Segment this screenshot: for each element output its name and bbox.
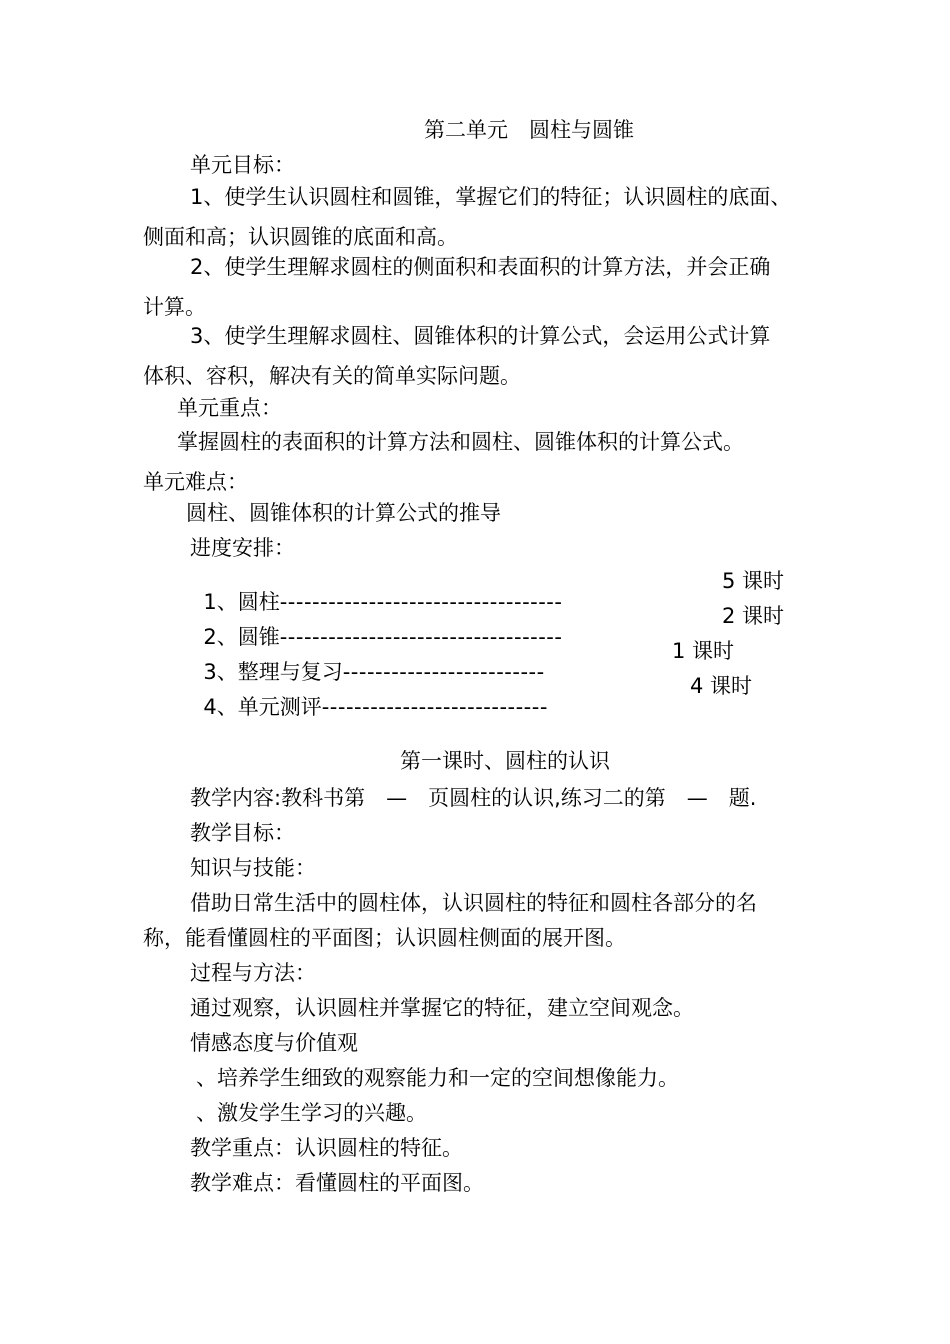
schedule-hours: 5 课时: [722, 569, 785, 593]
unit-goal-2-line-1: 2、使学生理解求圆柱的侧面积和表面积的计算方法，并会正确: [190, 255, 771, 279]
schedule-label: 2、圆锥: [203, 625, 280, 649]
unit-title: 第二单元 圆柱与圆锥: [424, 118, 634, 142]
lesson-process-heading: 过程与方法：: [190, 961, 316, 985]
lesson-emotion-heading: 情感态度与价值观: [190, 1031, 358, 1055]
lesson-emotion-item-1: 、培养学生细致的观察能力和一定的空间想像能力。: [196, 1066, 679, 1090]
unit-key-heading: 单元重点：: [177, 396, 282, 420]
schedule-dashes: -------------------------: [342, 660, 545, 684]
unit-key-text: 掌握圆柱的表面积的计算方法和圆柱、圆锥体积的计算公式。: [177, 430, 744, 454]
schedule-label: 4、单元测评: [203, 695, 322, 719]
lesson-title: 第一课时、圆柱的认识: [400, 749, 610, 773]
lesson-knowledge-line-2: 称，能看懂圆柱的平面图；认识圆柱侧面的展开图。: [143, 926, 626, 950]
schedule-dashes: -----------------------------------: [279, 625, 563, 649]
schedule-label: 3、整理与复习: [203, 660, 343, 684]
unit-goal-1-line-2: 侧面和高；认识圆锥的底面和高。: [143, 225, 458, 249]
unit-goal-3-line-2: 体积、容积，解决有关的简单实际问题。: [143, 364, 521, 388]
lesson-content: 教学内容:教科书第 — 页圆柱的认识,练习二的第 — 题.: [190, 786, 757, 810]
lesson-process-text: 通过观察，认识圆柱并掌握它的特征，建立空间观念。: [190, 996, 694, 1020]
lesson-knowledge-heading: 知识与技能：: [190, 856, 316, 880]
lesson-objectives-heading: 教学目标：: [190, 821, 295, 845]
schedule-hours: 2 课时: [722, 604, 785, 628]
unit-goal-1-line-1: 1、使学生认识圆柱和圆锥，掌握它们的特征；认识圆柱的底面、: [190, 185, 792, 209]
schedule-hours: 1 课时: [672, 639, 735, 663]
lesson-emotion-item-2: 、激发学生学习的兴趣。: [196, 1101, 427, 1125]
schedule-heading: 进度安排：: [190, 536, 295, 560]
unit-difficulty-heading: 单元难点：: [143, 470, 248, 494]
unit-difficulty-text: 圆柱、圆锥体积的计算公式的推导: [186, 501, 501, 525]
schedule-row: [190, 676, 548, 718]
lesson-knowledge-line-1: 借助日常生活中的圆柱体，认识圆柱的特征和圆柱各部分的名: [190, 891, 757, 915]
schedule-hours: 4 课时: [690, 674, 753, 698]
schedule-dashes: -----------------------------------: [279, 590, 563, 614]
unit-goals-heading: 单元目标：: [190, 153, 295, 177]
unit-goal-2-line-2: 计算。: [143, 295, 206, 319]
schedule-label: 1、圆柱: [203, 590, 280, 614]
unit-goal-3-line-1: 3、使学生理解求圆柱、圆锥体积的计算公式，会运用公式计算: [190, 324, 771, 348]
lesson-key-point: 教学重点：认识圆柱的特征。: [190, 1136, 463, 1160]
lesson-difficult-point: 教学难点：看懂圆柱的平面图。: [190, 1171, 484, 1195]
schedule-dashes: ----------------------------: [321, 695, 548, 719]
